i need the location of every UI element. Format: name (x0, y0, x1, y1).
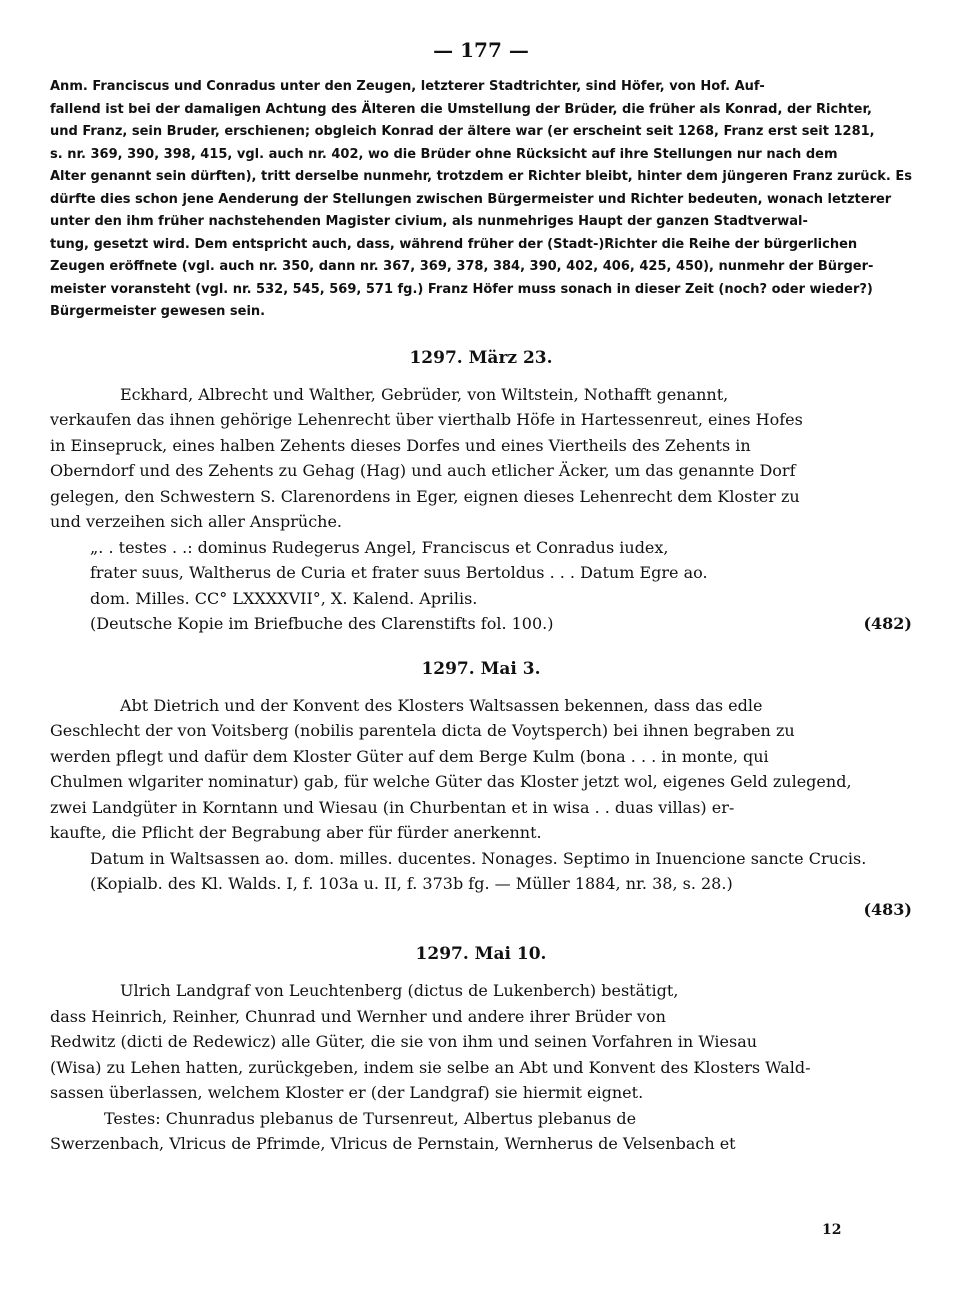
text-line: dass Heinrich, Reinher, Chunrad und Wernher und andere ihrer Brüder von (50, 1006, 666, 1026)
note-line: s. nr. 369, 390, 398, 415, vgl. auch nr. 402, wo die Brüder ohne Rücksicht auf ihre Stellungen nur nach dem (50, 146, 838, 162)
text-line: Abt Dietrich und der Konvent des Klosters Waltsassen bekennen, dass das edle (120, 695, 763, 715)
page (50, 38, 912, 1157)
entry-text (50, 382, 912, 535)
footnote-annotation (50, 76, 912, 324)
note-line: Zeugen eröffnete (vgl. auch nr. 350, dann nr. 367, 369, 378, 384, 390, 402, 406, 425, 450), nunmehr der Bürger- (50, 259, 874, 274)
text-line: (Wisa) zu Lehen hatten, zurückgeben, indem sie selbe an Abt und Konvent des Klosters Wald- (50, 1057, 811, 1077)
entry-text (50, 693, 912, 846)
note-line: unter den ihm früher nachstehenden Magister civium, als nunmehriges Haupt der ganzen Stadtverwal- (50, 214, 808, 229)
entry-date: 1297. Mai 10. (415, 944, 547, 964)
note-line: dürfte dies schon jene Aenderung der Stellungen zwischen Bürgermeister und Richter bedeuten, wonach letzterer (50, 191, 892, 207)
text-line: Chulmen wlgariter nominatur) gab, für welche Güter das Kloster jetzt wol, eigenes Geld zulegend, (50, 772, 852, 791)
entry-latin (50, 1106, 912, 1157)
text-line: zwei Landgüter in Korntann und Wiesau (in Churbentan et in wisa . . duas villas) er- (50, 797, 735, 817)
entry-date: 1297. Mai 3. (421, 658, 541, 679)
entry-source-row (50, 611, 912, 637)
text-line: Oberndorf und des Zehents zu Gehag (Hag) und auch etlicher Äcker, um das genannte Dorf (50, 461, 796, 480)
text-line: sassen überlassen, welchem Kloster er (der Landgraf) sie hiermit eignet. (50, 1083, 644, 1102)
latin-line: Testes: Chunradus plebanus de Tursenreut, Albertus plebanus de (104, 1108, 637, 1128)
latin-line: Datum in Waltsassen ao. dom. milles. ducentes. Nonages. Septimo in Inuencione sancte Crucis. (90, 848, 867, 868)
text-line: und verzeihen sich aller Ansprüche. (50, 512, 343, 531)
text-line: verkaufen das ihnen gehörige Lehenrecht über vierthalb Höfe in Hartessenreut, eines Hofes (50, 410, 803, 429)
entry-source: (Deutsche Kopie im Briefbuche des Clarenstifts fol. 100.) (90, 614, 554, 633)
entry-latin (50, 535, 912, 612)
entry-484 (50, 944, 912, 1157)
latin-line: dom. Milles. CC° LXXXXVII°, X. Kalend. Aprilis. (90, 588, 478, 608)
text-line: Geschlecht der von Voitsberg (nobilis parentela dicta de Voytsperch) bei ihnen begraben zu (50, 721, 795, 740)
text-line: kaufte, die Pflicht der Begrabung aber für fürder anerkennt. (50, 823, 542, 842)
note-line: tung, gesetzt wird. Dem entspricht auch, dass, während früher der (Stadt-)Richter die Reihe der bürgerlichen (50, 236, 858, 252)
note-line: Alter genannt sein dürften), tritt derselbe nunmehr, trotzdem er Richter bleibt, hinter dem jüngeren Franz zurück. Es (50, 169, 912, 184)
signature-mark: 12 (822, 1222, 842, 1238)
note-line: und Franz, sein Bruder, erschienen; obgleich Konrad der ältere war (er erscheint seit 1268, Franz erst seit 1281, (50, 124, 875, 139)
text-line: Ulrich Landgraf von Leuchtenberg (dictus de Lukenberch) bestätigt, (120, 981, 679, 1000)
latin-line: Swerzenbach, Vlricus de Pfrimde, Vlricus de Pernstain, Wernherus de Velsenbach et (50, 1134, 736, 1153)
note-line: meister voransteht (vgl. nr. 532, 545, 569, 571 fg.) Franz Höfer muss sonach in dieser Zeit (noch? oder wieder?) (50, 281, 873, 297)
entry-date: 1297. März 23. (409, 347, 553, 368)
latin-line: frater suus, Waltherus de Curia et frater suus Bertoldus . . . Datum Egre ao. (90, 563, 708, 582)
entry-text (50, 978, 912, 1106)
entry-482 (50, 348, 912, 637)
note-line: Anm. Franciscus und Conradus unter den Zeugen, letzterer Stadtrichter, sind Höfer, von Hof. Auf- (50, 79, 765, 94)
entry-latin (50, 846, 912, 897)
text-line: in Einsepruck, eines halben Zehents dieses Dorfes und eines Viertheils des Zehents in (50, 435, 751, 455)
latin-line: „. . testes . .: dominus Rudegerus Angel, Franciscus et Conradus iudex, (90, 537, 669, 557)
page-number: — 177 — (433, 38, 529, 62)
text-line: Redwitz (dicti de Redewicz) alle Güter, die sie von ihm und seinen Vorfahren in Wiesau (50, 1032, 758, 1051)
entry-number: (483) (863, 899, 912, 919)
text-line: werden pflegt und dafür dem Kloster Güter auf dem Berge Kulm (bona . . . in monte, qui (50, 746, 769, 766)
text-line: Eckhard, Albrecht und Walther, Gebrüder, von Wiltstein, Nothafft genannt, (120, 384, 729, 404)
note-line: Bürgermeister gewesen sein. (50, 304, 266, 319)
entry-number: (482) (863, 614, 912, 633)
entry-483 (50, 659, 912, 923)
text-line: gelegen, den Schwestern S. Clarenordens in Eger, eignen dieses Lehenrecht dem Kloster zu (50, 486, 800, 506)
latin-line: (Kopialb. des Kl. Walds. I, f. 103a u. II, f. 373b fg. — Müller 1884, nr. 38, s. 28.) (90, 874, 733, 893)
note-line: fallend ist bei der damaligen Achtung des Älteren die Umstellung der Brüder, die früher als Konrad, der Richter, (50, 101, 872, 117)
